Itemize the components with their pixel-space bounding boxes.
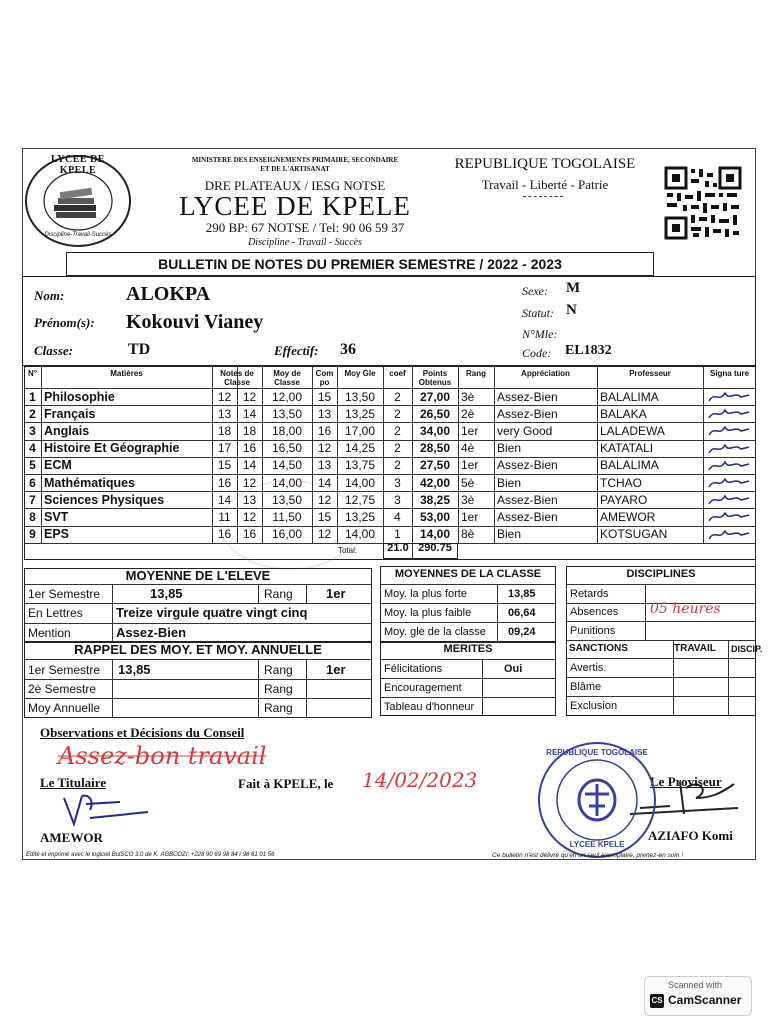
cell-n2: 12 <box>242 475 257 490</box>
nom-label: Nom: <box>34 288 65 303</box>
cell-coef: 3 <box>394 475 401 490</box>
header-signature: Signa ture <box>709 369 750 378</box>
cell-n: 2 <box>29 406 36 421</box>
titulaire-label: Le Titulaire <box>40 775 107 790</box>
cell-n: 5 <box>29 458 36 473</box>
republic-motto: Travail - Liberté - Patrie <box>481 177 609 192</box>
moyenne-eleve-title: MOYENNE DE L'ELEVE <box>125 568 271 583</box>
header-moy-classe: Moy de Classe <box>273 369 301 387</box>
teacher-signature <box>707 406 751 425</box>
cell-n2: 16 <box>242 441 257 456</box>
bulletin-title: BULLETIN DE NOTES DU PREMIER SEMESTRE / 2022 - 2023 <box>158 256 562 272</box>
nmle-label: N°Mle: <box>522 327 558 341</box>
discip-header: DISCIP. <box>731 644 763 654</box>
effectif-value: 36 <box>340 341 356 358</box>
cell-prof: KOTSUGAN <box>600 527 668 542</box>
cell-coef: 3 <box>394 492 401 507</box>
proviseur-name: AZIAFO Komi <box>648 828 733 843</box>
cell-compo: 15 <box>317 509 332 524</box>
cell-gle: 17,00 <box>344 423 376 438</box>
cell-gle: 14,00 <box>344 475 376 490</box>
teacher-signature <box>707 527 751 546</box>
cell-app: Assez-Bien <box>497 492 558 507</box>
cell-coef: 4 <box>394 509 401 524</box>
absences-label: Absences <box>570 606 619 618</box>
cell-pts: 27,50 <box>419 458 451 473</box>
cell-rang: 1er <box>461 509 479 524</box>
conseil-observation: Assez-bon travail <box>58 742 267 770</box>
cell-n: 3 <box>29 423 36 438</box>
titulaire-name: AMEWOR <box>40 830 103 845</box>
cell-n2: 13 <box>242 492 257 507</box>
cell-moy: 18,00 <box>271 423 303 438</box>
sem1-rang-label: Rang <box>264 587 293 601</box>
rappel-s1-label: 1er Semestre <box>28 663 101 677</box>
teacher-signature <box>707 492 751 511</box>
camscanner-logo-icon: CS <box>650 994 664 1008</box>
sexe-label: Sexe: <box>522 284 548 298</box>
mention-value: Assez-Bien <box>116 625 187 640</box>
cell-app: Assez-Bien <box>497 406 558 421</box>
cell-n2: 14 <box>242 406 257 421</box>
cell-n1: 17 <box>217 441 232 456</box>
cell-moy: 11,50 <box>272 509 302 524</box>
cell-pts: 42,00 <box>419 475 451 490</box>
cell-rang: 1er <box>461 458 479 473</box>
date-value: 14/02/2023 <box>362 768 478 792</box>
cell-coef: 2 <box>394 441 401 456</box>
teacher-signature <box>707 509 751 528</box>
software-credit: Edité et imprimé avec le logiciel BulSCO 3.0 de K. AGBODZI; +228 90 69 98 84 / 98 61 01 56 <box>26 852 275 858</box>
cell-moy: 14,00 <box>271 475 303 490</box>
code-value: EL1832 <box>565 343 612 358</box>
school-motto: Discipline - Travail - Succès <box>248 237 362 248</box>
rappel-annuelle-rang-label: Rang <box>264 701 293 715</box>
punitions-label: Punitions <box>570 625 616 637</box>
moy-gle-value: 09,24 <box>508 626 536 638</box>
sanctions-header: SANCTIONS <box>569 643 628 654</box>
camscanner-line2: CamScanner <box>668 993 742 1007</box>
sexe-value: M <box>566 280 581 296</box>
cell-n2: 14 <box>242 458 257 473</box>
exclusion-label: Exclusion <box>570 700 618 712</box>
cell-compo: 16 <box>317 423 332 438</box>
teacher-signature <box>707 389 751 408</box>
republic-title: REPUBLIQUE TOGOLAISE <box>454 156 636 172</box>
cell-pts: 27,00 <box>419 389 451 404</box>
absences-value: 05 heures <box>650 601 721 617</box>
cell-pts: 26,50 <box>419 406 451 421</box>
cell-moy: 14,50 <box>271 458 303 473</box>
blame-label: Blâme <box>570 681 602 693</box>
cell-matiere: Philosophie <box>44 389 115 404</box>
school-address: 290 BP: 67 NOTSE / Tel: 90 06 59 37 <box>205 220 405 235</box>
cell-matiere: Français <box>44 406 96 421</box>
felicitations-value: Oui <box>504 663 523 675</box>
mention-label: Mention <box>28 626 71 640</box>
cell-app: Bien <box>497 441 522 456</box>
titulaire-signature <box>60 790 150 830</box>
cell-n1: 16 <box>217 475 232 490</box>
statut-label: Statut: <box>522 306 554 320</box>
cell-app: Assez-Bien <box>497 509 558 524</box>
cell-prof: BALALIMA <box>600 389 659 404</box>
rappel-title: RAPPEL DES MOY. ET MOY. ANNUELLE <box>74 642 322 657</box>
camscanner-line1: Scanned with <box>668 980 723 990</box>
cell-matiere: Sciences Physiques <box>44 492 165 507</box>
total-coef: 21.0 <box>387 542 409 554</box>
cell-gle: 13,25 <box>344 406 376 421</box>
cell-matiere: SVT <box>44 509 69 524</box>
cell-matiere: Anglais <box>44 423 90 438</box>
cell-moy: 13,50 <box>271 492 303 507</box>
cell-app: Assez-Bien <box>497 458 558 473</box>
rappel-s1-value: 13,85 <box>118 662 151 677</box>
cell-compo: 15 <box>317 389 332 404</box>
cell-n1: 11 <box>218 509 231 524</box>
cell-n2: 16 <box>242 527 257 542</box>
motto-underline <box>523 196 563 197</box>
tableau-label: Tableau d'honneur <box>384 701 475 713</box>
ministry-line1: MINISTERE DES ENSEIGNEMENTS PRIMAIRE, SECONDAIRE <box>191 156 399 164</box>
header-rang: Rang <box>466 369 486 378</box>
cell-matiere: Mathématiques <box>44 475 135 490</box>
classe-label: Classe: <box>34 343 73 358</box>
cell-rang: 2è <box>461 406 475 421</box>
nom-value: ALOKPA <box>126 283 211 305</box>
prenom-value: Kokouvi Vianey <box>126 311 264 333</box>
sem1-rang: 1er <box>326 586 346 601</box>
school-logo <box>24 154 132 248</box>
cell-prof: TCHAO <box>600 475 642 490</box>
cell-app: very Good <box>497 423 553 438</box>
cell-moy: 12,00 <box>271 389 303 404</box>
header-notes: Notes de Classe <box>220 369 254 387</box>
cell-gle: 14,00 <box>344 527 376 542</box>
rappel-annuelle-label: Moy Annuelle <box>28 701 101 715</box>
header-matiere: Matières <box>110 369 143 378</box>
cell-prof: BALALIMA <box>600 458 659 473</box>
cell-n1: 15 <box>217 458 232 473</box>
school-name: LYCEE DE KPELE <box>179 191 411 221</box>
cell-n: 4 <box>29 441 36 456</box>
cell-compo: 12 <box>317 492 332 507</box>
cell-pts: 53,00 <box>419 509 451 524</box>
retards-label: Retards <box>570 588 609 600</box>
cell-pts: 38,25 <box>419 492 451 507</box>
cell-prof: BALAKA <box>600 406 647 421</box>
teacher-signature <box>707 441 751 460</box>
cell-n2: 12 <box>242 389 257 404</box>
teacher-signature <box>707 475 751 494</box>
cell-coef: 1 <box>394 527 401 542</box>
qr-code <box>664 166 742 240</box>
cell-n2: 18 <box>242 423 257 438</box>
encouragement-label: Encouragement <box>384 682 462 694</box>
cell-compo: 12 <box>317 441 332 456</box>
cell-gle: 12,75 <box>344 492 376 507</box>
rappel-s1-rang-label: Rang <box>264 663 293 677</box>
cell-app: Bien <box>497 527 522 542</box>
statut-value: N <box>566 302 577 318</box>
cell-compo: 13 <box>317 406 332 421</box>
cell-prof: KATATALI <box>600 441 654 456</box>
travail-header: TRAVAIL <box>674 643 716 654</box>
cell-gle: 13,50 <box>344 389 376 404</box>
official-stamp <box>538 742 656 858</box>
cell-moy: 16,50 <box>271 441 303 456</box>
code-label: Code: <box>522 346 552 360</box>
cell-coef: 2 <box>394 406 401 421</box>
cell-coef: 2 <box>394 389 401 404</box>
copy-note: Ce bulletin n'est délivré qu'en un seul exemplaire, prenez-en soin ! <box>492 852 684 859</box>
cell-compo: 12 <box>317 527 332 542</box>
cell-moy: 13,50 <box>271 406 303 421</box>
cell-pts: 34,00 <box>419 423 451 438</box>
cell-app: Assez-Bien <box>497 389 558 404</box>
teacher-signature <box>707 423 751 442</box>
cell-n: 1 <box>29 389 36 404</box>
sem1-value: 13,85 <box>150 586 183 601</box>
cell-pts: 28,50 <box>419 441 451 456</box>
cell-matiere: EPS <box>44 527 70 542</box>
teacher-signature <box>707 458 751 477</box>
watermark-stamp <box>220 480 360 570</box>
cell-n1: 14 <box>217 492 232 507</box>
lettres-label: En Lettres <box>28 606 83 620</box>
cell-n: 9 <box>29 527 36 542</box>
ministry-line2: ET DE L'ARTISANAT <box>260 165 330 173</box>
header-n: N° <box>28 369 37 378</box>
cell-n: 6 <box>29 475 36 490</box>
stamp-text-bottom: LYCEE KPELE <box>569 840 625 849</box>
lettres-value: Treize virgule quatre vingt cinq <box>116 605 308 620</box>
cell-matiere: Histoire Et Géographie <box>44 441 180 456</box>
moyennes-classe-title: MOYENNES DE LA CLASSE <box>394 568 542 580</box>
total-label: Total: <box>338 546 358 555</box>
header-compo: Com po <box>315 369 334 387</box>
header-coef: coef <box>389 369 406 378</box>
total-points: 290.75 <box>418 542 452 554</box>
cell-rang: 3è <box>461 389 475 404</box>
cell-n: 8 <box>29 509 36 524</box>
cell-rang: 4è <box>461 441 475 456</box>
moy-forte-value: 13,85 <box>508 588 536 600</box>
cell-prof: LALADEWA <box>600 423 665 438</box>
cell-moy: 16,00 <box>271 527 303 542</box>
cell-n1: 12 <box>217 389 232 404</box>
effectif-label: Effectif: <box>274 343 319 358</box>
moy-faible-label: Moy. la plus faible <box>384 607 472 619</box>
cell-prof: PAYARO <box>600 492 648 507</box>
avertis-label: Avertis. <box>570 662 607 674</box>
sem1-label: 1er Semestre <box>28 587 101 601</box>
cell-pts: 14,00 <box>419 527 451 542</box>
cell-rang: 8è <box>461 527 475 542</box>
moy-faible-value: 06,64 <box>508 607 536 619</box>
cell-coef: 2 <box>394 423 401 438</box>
header-points: Points Obtenus <box>418 369 452 387</box>
prenom-label: Prénom(s): <box>34 315 95 330</box>
dre-line: DRE PLATEAUX / IESG NOTSE <box>204 178 386 193</box>
cell-compo: 14 <box>317 475 332 490</box>
logo-motto: Discipline-Travail-Succès <box>44 232 112 238</box>
moy-forte-label: Moy. la plus forte <box>384 588 467 600</box>
cell-rang: 5è <box>461 475 475 490</box>
logo-title: LYCEE DE KPELE <box>51 154 105 176</box>
disciplines-title: DISCIPLINES <box>626 568 696 580</box>
cell-rang: 1er <box>461 423 479 438</box>
cell-gle: 13,75 <box>344 458 376 473</box>
cell-rang: 3è <box>461 492 475 507</box>
proviseur-label: Le Proviseur <box>650 774 722 789</box>
cell-gle: 14,25 <box>344 441 376 456</box>
cell-n1: 13 <box>217 406 232 421</box>
rappel-s2-label: 2è Semestre <box>28 682 97 696</box>
header-moy-gle: Moy Gle <box>344 369 376 378</box>
fait-label: Fait à KPELE, le <box>238 776 334 791</box>
moy-gle-label: Moy. gle de la classe <box>384 626 486 638</box>
cell-n1: 16 <box>217 527 232 542</box>
conseil-title: Observations et Décisions du Conseil <box>40 725 245 740</box>
felicitations-label: Félicitations <box>384 663 443 675</box>
cell-n1: 18 <box>217 423 232 438</box>
cell-gle: 13,25 <box>344 509 376 524</box>
stamp-text-top: REPUBLIQUE TOGOLAISE <box>546 748 648 757</box>
cell-matiere: ECM <box>44 458 72 473</box>
cell-app: Bien <box>497 475 522 490</box>
cell-compo: 13 <box>317 458 332 473</box>
cell-prof: AMEWOR <box>600 509 656 524</box>
merites-title: MERITES <box>443 643 493 655</box>
cell-coef: 2 <box>394 458 401 473</box>
classe-value: TD <box>128 341 151 358</box>
header-appreciation: Appréciation <box>521 369 570 378</box>
cell-n: 7 <box>29 492 36 507</box>
cell-n2: 12 <box>242 509 257 524</box>
rappel-s1-rang: 1er <box>326 662 346 677</box>
header-professeur: Professeur <box>629 369 671 378</box>
rappel-s2-rang-label: Rang <box>264 682 293 696</box>
